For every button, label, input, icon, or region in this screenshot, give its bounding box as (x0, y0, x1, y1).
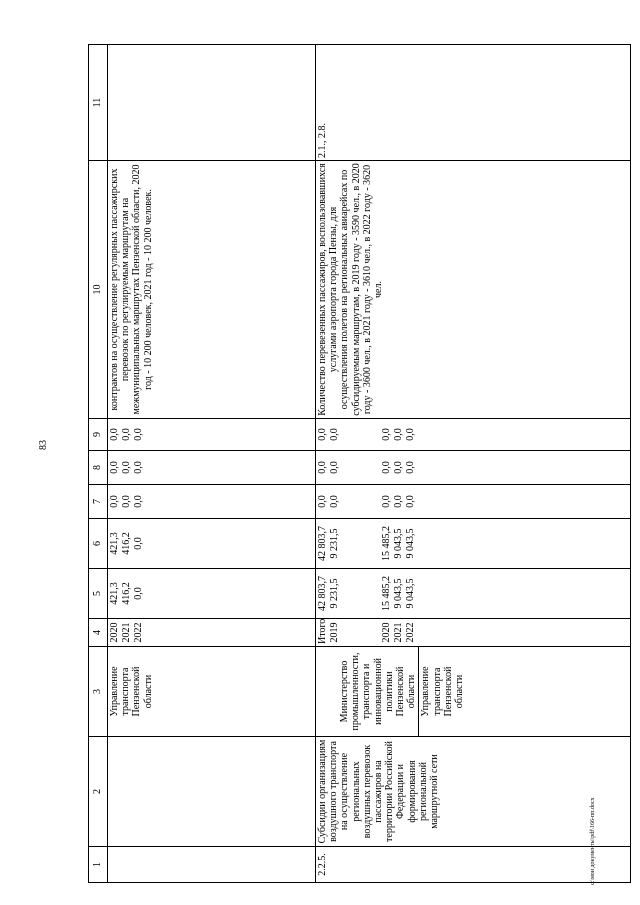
header-col-5: 5 (89, 569, 108, 619)
year: 2022 (405, 622, 416, 643)
value: 0,0 (317, 495, 328, 508)
value: 9 043,5 (405, 578, 416, 609)
year: 2021 (393, 622, 404, 643)
value: 9 043,5 (405, 528, 416, 559)
cell-description: Субсидии организациям воздушного транспорта на осуществление региональных воздушных перевозок пассажиров на территории Российской Федерации и формирования региональной маршрутной сети (316, 737, 631, 847)
indicator-text-part-1: Количество перевезенных пассажиров, воспользовавшихся услугами аэропорта города Пензы, для (317, 163, 340, 416)
cell-other-funding (316, 419, 631, 451)
header-col-8: 8 (89, 451, 108, 485)
year: 2022 (133, 622, 144, 643)
value: 0,0 (317, 461, 328, 474)
value: 421,3 (109, 532, 120, 555)
value: 0,0 (381, 428, 392, 441)
cell-years (316, 619, 631, 647)
value: 0,0 (133, 461, 144, 474)
value: 0,0 (393, 495, 404, 508)
value: 9 231,5 (329, 578, 340, 609)
year: 2020 (109, 622, 120, 643)
indicator-text-part-2: осуществления полетов на региональных авиарейсах по субсидируемым маршрутам, в 2019 году - 3590 чел., в 2020 году - 3600 чел., в 2021 году - 3610 чел., в 2022 году - 3620 чел. (339, 163, 384, 416)
header-col-2: 2 (89, 737, 108, 847)
table-row (108, 45, 316, 883)
header-col-9: 9 (89, 419, 108, 451)
cell-regional-funding (316, 519, 631, 569)
value: 0,0 (405, 495, 416, 508)
cell-municipal-funding (108, 451, 316, 485)
cell-organization: Управление транспорта Пензенской области (108, 647, 316, 737)
value: 42 803,7 (317, 526, 328, 561)
rotated-table-container (88, 45, 623, 883)
header-col-7: 7 (89, 485, 108, 519)
value: 0,0 (133, 587, 144, 600)
cell-regional-funding (108, 519, 316, 569)
cell-indicators (316, 161, 631, 419)
cell-number: 2.2.5. (316, 847, 631, 883)
cell-years (108, 619, 316, 647)
value: 0,0 (405, 428, 416, 441)
data-table (88, 44, 631, 883)
file-path: c:\мои документы\pdf\166-пп.docx (590, 797, 596, 885)
value: 0,0 (109, 495, 120, 508)
value: 0,0 (109, 461, 120, 474)
value: 421,3 (109, 582, 120, 605)
value: 15 485,2 (381, 576, 392, 611)
value: 0,0 (329, 461, 340, 474)
year: 2019 (329, 622, 340, 643)
value: 0,0 (109, 428, 120, 441)
value: 0,0 (381, 461, 392, 474)
year: 2020 (381, 622, 392, 643)
header-col-4: 4 (89, 619, 108, 647)
cell-indicators: контрактов на осуществление регулярных пассажирских перевозок по регулируемым маршрутам на межмуниципальных маршрутах Пензенской области, 2020 год - 10 200 человек, 2021 год - 10 200 человек. (108, 161, 316, 419)
header-col-3: 3 (89, 647, 108, 737)
value: 0,0 (381, 495, 392, 508)
org-transport: Управление транспорта Пензенской области (418, 647, 466, 736)
value: 0,0 (121, 428, 132, 441)
value: 0,0 (393, 428, 404, 441)
cell-references (108, 45, 316, 161)
cell-organization (316, 647, 631, 737)
value: 0,0 (133, 537, 144, 550)
cell-references: 2.1., 2.8. (316, 45, 631, 161)
header-col-10: 10 (89, 161, 108, 419)
table-row (316, 45, 631, 883)
cell-federal-funding (316, 485, 631, 519)
cell-municipal-funding (316, 451, 631, 485)
value: 0,0 (133, 428, 144, 441)
value: 0,0 (329, 428, 340, 441)
value: 0,0 (393, 461, 404, 474)
year: 2021 (121, 622, 132, 643)
value: 0,0 (317, 428, 328, 441)
header-row (89, 45, 108, 883)
total-label: Итого (317, 618, 328, 644)
value: 9 231,5 (329, 528, 340, 559)
cell-total-funding (108, 569, 316, 619)
value: 0,0 (121, 495, 132, 508)
cell-other-funding (108, 419, 316, 451)
value: 9 043,5 (393, 528, 404, 559)
header-col-6: 6 (89, 519, 108, 569)
header-col-1: 1 (89, 847, 108, 883)
value: 0,0 (121, 461, 132, 474)
value: 0,0 (133, 495, 144, 508)
page-number: 83 (38, 440, 49, 450)
cell-federal-funding (108, 485, 316, 519)
value: 0,0 (329, 495, 340, 508)
cell-description (108, 737, 316, 847)
value: 42 803,7 (317, 576, 328, 611)
value: 15 485,2 (381, 526, 392, 561)
value: 416,2 (121, 582, 132, 605)
value: 416,2 (121, 532, 132, 555)
org-ministry: Министерство промышленности, транспорта и инновационной политики Пензенской области (339, 652, 418, 731)
value: 9 043,5 (393, 578, 404, 609)
value: 0,0 (405, 461, 416, 474)
header-col-11: 11 (89, 45, 108, 161)
cell-number (108, 847, 316, 883)
cell-total-funding (316, 569, 631, 619)
